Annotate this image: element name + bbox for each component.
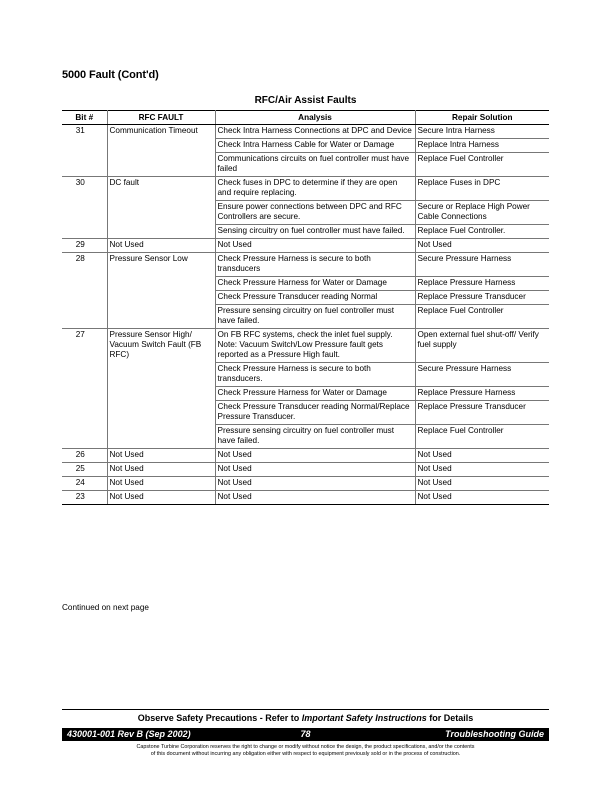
analysis-cell: Not Used bbox=[215, 477, 415, 491]
repair-cell: Replace Pressure Harness bbox=[415, 277, 549, 291]
analysis-cell: Not Used bbox=[215, 491, 415, 505]
fault-cell: DC fault bbox=[107, 177, 215, 239]
header-repair: Repair Solution bbox=[415, 111, 549, 125]
repair-cell: Replace Fuses in DPC bbox=[415, 177, 549, 201]
table-row bbox=[62, 463, 549, 477]
continued-note: Continued on next page bbox=[62, 603, 149, 612]
fault-cell: Not Used bbox=[107, 239, 215, 253]
document-number: 430001-001 Rev B (Sep 2002) bbox=[67, 729, 191, 739]
section-title: 5000 Fault (Cont'd) bbox=[62, 69, 159, 81]
table-row bbox=[62, 177, 549, 201]
bit-cell: 25 bbox=[62, 463, 107, 477]
table-row bbox=[62, 125, 549, 139]
bit-cell: 29 bbox=[62, 239, 107, 253]
table-row bbox=[62, 329, 549, 363]
analysis-cell: Check Pressure Transducer reading Normal/Replace Pressure Transducer. bbox=[215, 401, 415, 425]
analysis-cell: Check Intra Harness Connections at DPC and Device bbox=[215, 125, 415, 139]
fault-cell: Not Used bbox=[107, 491, 215, 505]
table-row bbox=[62, 253, 549, 277]
footer-bar bbox=[62, 728, 549, 741]
footer-divider bbox=[62, 709, 549, 710]
analysis-cell: Sensing circuitry on fuel controller must have failed. bbox=[215, 225, 415, 239]
bit-cell: 24 bbox=[62, 477, 107, 491]
analysis-cell: Check Pressure Harness is secure to both transducers. bbox=[215, 363, 415, 387]
table-row bbox=[62, 239, 549, 253]
analysis-cell: Not Used bbox=[215, 239, 415, 253]
header-bit: Bit # bbox=[62, 111, 107, 125]
guide-name: Troubleshooting Guide bbox=[445, 729, 544, 739]
fault-cell: Not Used bbox=[107, 449, 215, 463]
table-row bbox=[62, 491, 549, 505]
page-number: 78 bbox=[300, 729, 311, 739]
fault-cell: Not Used bbox=[107, 477, 215, 491]
bit-cell: 26 bbox=[62, 449, 107, 463]
bit-cell: 28 bbox=[62, 253, 107, 329]
repair-cell: Not Used bbox=[415, 449, 549, 463]
safety-notice bbox=[62, 713, 549, 723]
safety-text-start: Observe Safety Precautions - Refer to bbox=[137, 713, 302, 723]
fault-cell: Not Used bbox=[107, 463, 215, 477]
disclaimer-line: Capstone Turbine Corporation reserves the right to change or modify without notice the design, the product specifications, and/or the contents bbox=[136, 744, 475, 750]
repair-cell: Replace Fuel Controller bbox=[415, 153, 549, 177]
fault-cell: Pressure Sensor High/ Vacuum Switch Fault (FB RFC) bbox=[107, 329, 215, 449]
analysis-cell: Check Pressure Harness for Water or Damage bbox=[215, 387, 415, 401]
repair-cell: Replace Fuel Controller. bbox=[415, 225, 549, 239]
analysis-cell: Check fuses in DPC to determine if they are open and require replacing. bbox=[215, 177, 415, 201]
repair-cell: Replace Intra Harness bbox=[415, 139, 549, 153]
repair-cell: Replace Pressure Harness bbox=[415, 387, 549, 401]
header-analysis: Analysis bbox=[215, 111, 415, 125]
repair-cell: Secure Pressure Harness bbox=[415, 363, 549, 387]
repair-cell: Replace Pressure Transducer bbox=[415, 291, 549, 305]
safety-instructions-ref: Important Safety Instructions bbox=[301, 713, 427, 723]
analysis-cell: Check Pressure Harness for Water or Damage bbox=[215, 277, 415, 291]
repair-cell: Replace Fuel Controller bbox=[415, 305, 549, 329]
bit-cell: 30 bbox=[62, 177, 107, 239]
repair-cell: Not Used bbox=[415, 491, 549, 505]
analysis-cell: Communications circuits on fuel controller must have failed bbox=[215, 153, 415, 177]
repair-cell: Secure Pressure Harness bbox=[415, 253, 549, 277]
disclaimer-line: of this document without incurring any obligation either with respect to equipment previously sold or in the process of construction. bbox=[150, 751, 461, 757]
analysis-cell: Check Pressure Harness is secure to both transducers bbox=[215, 253, 415, 277]
analysis-cell: Check Intra Harness Cable for Water or Damage bbox=[215, 139, 415, 153]
disclaimer bbox=[62, 744, 549, 758]
fault-cell: Pressure Sensor Low bbox=[107, 253, 215, 329]
analysis-cell: Check Pressure Transducer reading Normal bbox=[215, 291, 415, 305]
analysis-cell: Not Used bbox=[215, 449, 415, 463]
bit-cell: 27 bbox=[62, 329, 107, 449]
repair-cell: Secure Intra Harness bbox=[415, 125, 549, 139]
table-title: RFC/Air Assist Faults bbox=[254, 95, 357, 106]
repair-cell: Replace Fuel Controller bbox=[415, 425, 549, 449]
repair-cell: Not Used bbox=[415, 463, 549, 477]
repair-cell: Open external fuel shut-off/ Verify fuel supply bbox=[415, 329, 549, 363]
repair-cell: Not Used bbox=[415, 239, 549, 253]
table-row bbox=[62, 449, 549, 463]
analysis-cell: Ensure power connections between DPC and RFC Controllers are secure. bbox=[215, 201, 415, 225]
analysis-cell: Pressure sensing circuitry on fuel controller must have failed. bbox=[215, 305, 415, 329]
analysis-cell: Not Used bbox=[215, 463, 415, 477]
table-row bbox=[62, 477, 549, 491]
bit-cell: 23 bbox=[62, 491, 107, 505]
safety-text-end: for Details bbox=[426, 713, 474, 723]
fault-table bbox=[62, 110, 549, 505]
table-header-row bbox=[62, 111, 549, 125]
repair-cell: Secure or Replace High Power Cable Connections bbox=[415, 201, 549, 225]
analysis-cell: Pressure sensing circuitry on fuel controller must have failed. bbox=[215, 425, 415, 449]
analysis-cell: On FB RFC systems, check the inlet fuel supply. Note: Vacuum Switch/Low Pressure fault gets reported as a Pressure High fault. bbox=[215, 329, 415, 363]
repair-cell: Not Used bbox=[415, 477, 549, 491]
repair-cell: Replace Pressure Transducer bbox=[415, 401, 549, 425]
bit-cell: 31 bbox=[62, 125, 107, 177]
header-fault: RFC FAULT bbox=[107, 111, 215, 125]
fault-cell: Communication Timeout bbox=[107, 125, 215, 177]
